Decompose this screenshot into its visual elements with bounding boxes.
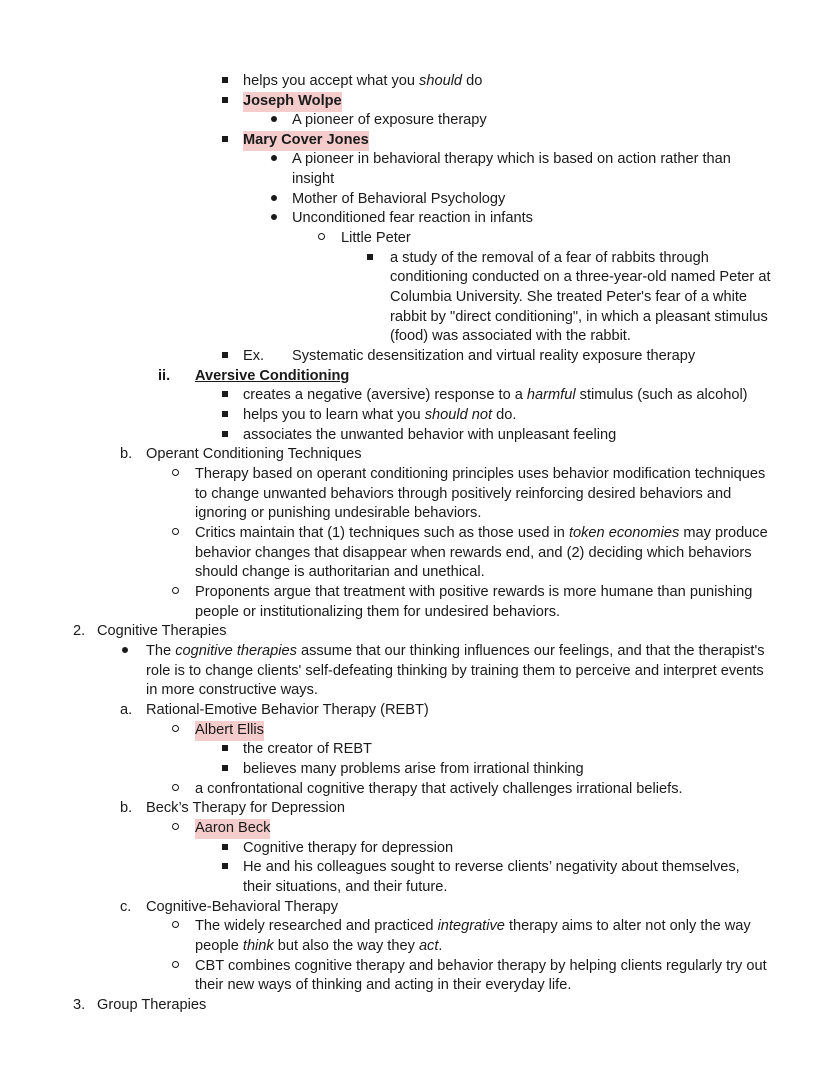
bullet-icon	[271, 190, 277, 210]
list-item-text: should change is authoritarian and unethical.	[195, 564, 485, 580]
bullet-icon	[271, 209, 277, 229]
list-item-text: Columbia University. She treated Peter's fear of a white	[390, 289, 747, 305]
square-bullet-icon	[222, 760, 228, 780]
list-item-text: behavior changes that disappear when rewards end, and (2) deciding which behaviors	[195, 545, 752, 561]
square-bullet-icon	[222, 131, 228, 151]
list-item-text: role is to change clients' self-defeating thinking by training them to perceive and interpret events	[146, 663, 764, 679]
example-label: Ex.	[243, 348, 265, 364]
list-item-text: Critics maintain that (1) techniques such as those used in token economies may produce	[195, 525, 768, 541]
name-highlight: Aaron Beck	[195, 819, 270, 839]
list-item-text: rabbit by "direct conditioning", in which a pleasant stimulus	[390, 309, 768, 325]
list-item-text: believes many problems arise from irrational thinking	[243, 761, 584, 777]
circle-bullet-icon	[172, 917, 179, 937]
list-item-text: helps you to learn what you should not do.	[243, 407, 517, 423]
section-heading: Rational-Emotive Behavior Therapy (REBT)	[146, 702, 429, 718]
section-heading: Beck’s Therapy for Depression	[146, 800, 346, 816]
circle-bullet-icon	[172, 721, 179, 741]
square-bullet-icon	[222, 858, 228, 878]
circle-bullet-icon	[172, 957, 179, 977]
list-item-text: He and his colleagues sought to reverse clients’ negativity about themselves,	[243, 859, 740, 875]
list-item-text: Cognitive therapy for depression	[243, 840, 454, 856]
list-item-text: conditioning conducted on a three-year-old named Peter at	[390, 269, 771, 285]
name-highlight: Joseph Wolpe	[243, 92, 342, 112]
list-item-text: Mother of Behavioral Psychology	[292, 191, 506, 207]
list-item-text: The widely researched and practiced integrative therapy aims to alter not only the way	[195, 918, 751, 934]
square-bullet-icon	[222, 426, 228, 446]
square-bullet-icon	[222, 386, 228, 406]
list-item-text: creates a negative (aversive) response to a harmful stimulus (such as alcohol)	[243, 387, 748, 403]
bullet-icon	[271, 150, 277, 170]
square-bullet-icon	[367, 249, 373, 269]
list-item-text: the creator of REBT	[243, 741, 372, 757]
section-heading: Operant Conditioning Techniques	[146, 446, 362, 462]
square-bullet-icon	[222, 740, 228, 760]
list-item-text: CBT combines cognitive therapy and behavior therapy by helping clients regularly try out	[195, 958, 767, 974]
circle-bullet-icon	[172, 524, 179, 544]
list-item-text: insight	[292, 171, 335, 187]
square-bullet-icon	[222, 347, 228, 367]
list-item-text: a confrontational cognitive therapy that actively challenges irrational beliefs.	[195, 781, 683, 797]
bullet-icon	[271, 111, 277, 131]
list-item-text: in more constructive ways.	[146, 682, 318, 698]
circle-bullet-icon	[172, 819, 179, 839]
square-bullet-icon	[222, 406, 228, 426]
square-bullet-icon	[222, 92, 228, 112]
square-bullet-icon	[222, 72, 228, 92]
list-item-text: Systematic desensitization and virtual reality exposure therapy	[292, 348, 696, 364]
list-item-text: A pioneer in behavioral therapy which is based on action rather than	[292, 151, 731, 167]
section-heading: Group Therapies	[97, 997, 207, 1013]
list-marker: b.	[120, 800, 133, 816]
list-item-text: people or institutionalizing them for undesired behaviors.	[195, 604, 561, 620]
circle-bullet-icon	[172, 780, 179, 800]
list-item-text: Proponents argue that treatment with positive rewards is more humane than punishing	[195, 584, 753, 600]
list-item-text: to change unwanted behaviors through positively reinforcing desired behaviors and	[195, 486, 732, 502]
list-item-text: helps you accept what you should do	[243, 73, 483, 89]
list-marker: b.	[120, 446, 133, 462]
circle-bullet-icon	[318, 229, 325, 249]
circle-bullet-icon	[172, 465, 179, 485]
section-heading: Cognitive Therapies	[97, 623, 227, 639]
list-marker: 2.	[73, 623, 86, 639]
list-marker: c.	[120, 899, 132, 915]
list-item-text: their new ways of thinking and acting in their everyday life.	[195, 977, 572, 993]
circle-bullet-icon	[172, 583, 179, 603]
list-item-text: Little Peter	[341, 230, 411, 246]
list-item-text: (food) was associated with the rabbit.	[390, 328, 631, 344]
list-marker: 3.	[73, 997, 86, 1013]
name-highlight: Mary Cover Jones	[243, 131, 369, 151]
list-item-text: Therapy based on operant conditioning principles uses behavior modification techniques	[195, 466, 766, 482]
square-bullet-icon	[222, 839, 228, 859]
bullet-icon	[122, 642, 128, 662]
list-item-text: a study of the removal of a fear of rabbits through	[390, 250, 709, 266]
list-item-text: A pioneer of exposure therapy	[292, 112, 487, 128]
list-marker: a.	[120, 702, 133, 718]
list-item-text: people think but also the way they act.	[195, 938, 443, 954]
section-heading: Cognitive-Behavioral Therapy	[146, 899, 338, 915]
list-marker: ii.	[158, 368, 171, 384]
list-item-text: their situations, and their future.	[243, 879, 448, 895]
section-heading: Aversive Conditioning	[195, 368, 350, 384]
list-item-text: Unconditioned fear reaction in infants	[292, 210, 533, 226]
list-item-text: ignoring or punishing undesirable behaviors.	[195, 505, 482, 521]
list-item-text: associates the unwanted behavior with unpleasant feeling	[243, 427, 617, 443]
list-item-text: The cognitive therapies assume that our thinking influences our feelings, and that the therapist's	[146, 643, 765, 659]
name-highlight: Albert Ellis	[195, 721, 264, 741]
